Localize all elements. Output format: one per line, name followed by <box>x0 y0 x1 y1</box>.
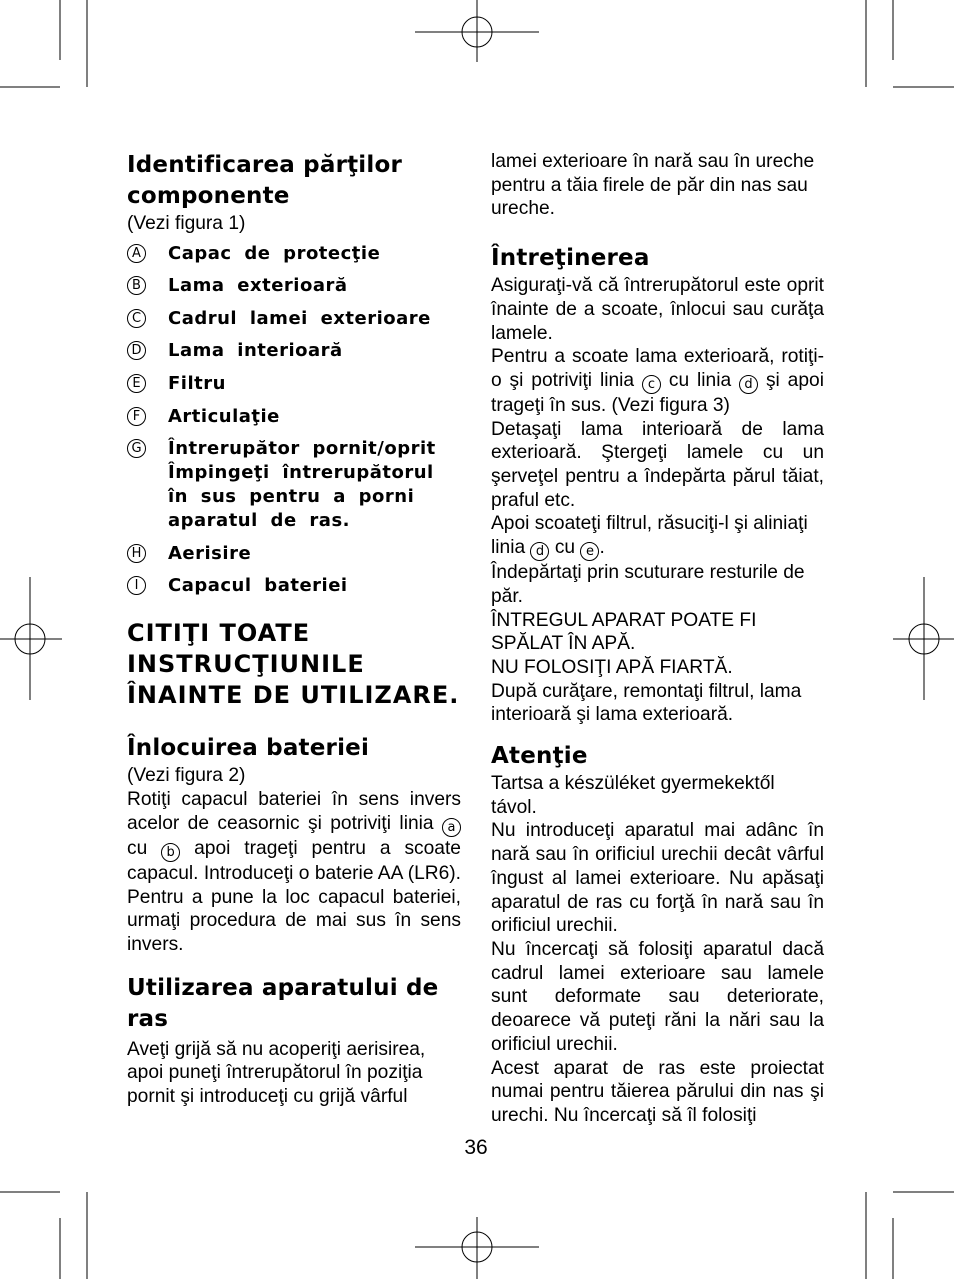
maintenance-para: NU FOLOSIŢI APĂ FIARTĂ. <box>491 656 733 678</box>
part-item <box>127 274 461 298</box>
line-marker-d: d <box>739 375 758 394</box>
parts-list <box>127 242 461 599</box>
part-label: Filtru <box>168 373 226 395</box>
line-marker-a: a <box>442 818 461 837</box>
part-label: Cadrul lamei exterioare <box>168 307 431 329</box>
maintenance-para: Apoi scoateţi filtrul, răsuciţi-l şi aliniaţi linia d cu e . <box>491 513 808 560</box>
part-letter: G <box>127 439 146 458</box>
part-letter: F <box>127 407 146 426</box>
battery-heading: Înlocuirea bateriei <box>127 735 370 762</box>
line-marker-c: c <box>642 375 661 394</box>
part-item <box>127 542 461 566</box>
part-label: Capac de protecţie <box>168 242 381 264</box>
part-letter: I <box>127 576 146 595</box>
maintenance-para: ÎNTREGUL APARAT POATE FI SPĂLAT ÎN APĂ. <box>491 609 757 655</box>
part-item <box>127 437 461 533</box>
left-column <box>127 150 461 1109</box>
part-item <box>127 372 461 396</box>
part-label: Capacul bateriei <box>168 575 348 597</box>
part-letter: C <box>127 309 146 328</box>
battery-instructions: Rotiţi capacul bateriei în sens invers acelor de ceasornic şi potriviţi linia a cu b apoi trageţi pentru a scoate capacul. Introduceţi o baterie AA (LR6). Pentru a pune la loc capacul bateriei, urmaţi procedura de mai sus în sens invers. <box>127 789 461 955</box>
registration-mark-bottom <box>415 1217 539 1279</box>
usage-text-continued: lamei exterioare în nară sau în ureche pentru a tăia firele de păr din nas sau ureche. <box>491 151 815 220</box>
part-letter: H <box>127 544 146 563</box>
maintenance-heading: Întreţinerea <box>491 245 650 272</box>
part-item <box>127 242 461 266</box>
read-instructions-warning: CITIŢI TOATE INSTRUCŢIUNILE ÎNAINTE DE UTILIZARE. <box>127 619 460 710</box>
part-item <box>127 339 461 363</box>
maintenance-para: Asiguraţi-vă că întrerupătorul este oprit înainte de a scoate, înlocui sau curăţa lamele. <box>491 275 824 344</box>
part-label: Lama interioară <box>168 340 343 362</box>
usage-heading: Utilizarea aparatului de ras <box>127 974 439 1032</box>
line-marker-d: d <box>530 542 549 561</box>
figure-2-note: (Vezi figura 2) <box>127 765 246 787</box>
part-letter: A <box>127 244 146 263</box>
maintenance-para: Îndepărtaţi prin scuturare resturile de păr. <box>491 562 805 607</box>
part-letter: E <box>127 374 146 393</box>
right-column <box>491 150 824 1128</box>
maintenance-para: Detaşaţi lama interioară de lama exterioară. Ştergeţi lamele cu un şerveţel pentru a îndepărta părul tăiat, praful etc. <box>491 418 824 511</box>
part-item <box>127 574 461 598</box>
registration-mark-top <box>415 0 539 62</box>
part-item <box>127 405 461 429</box>
caution-para: Tartsa a készüléket gyermekektől távol. <box>491 773 775 818</box>
page-number: 36 <box>464 1136 488 1159</box>
part-letter: B <box>127 276 146 295</box>
line-marker-b: b <box>161 843 180 862</box>
maintenance-para: Pentru a scoate lama exterioară, rotiţi-o şi potriviţi linia c cu linia d şi apoi trageţi în sus. (Vezi figura 3) <box>491 346 824 416</box>
caution-heading: Atenţie <box>491 743 588 770</box>
maintenance-para: După curăţare, remontaţi filtrul, lama interioară şi lama exterioară. <box>491 680 802 726</box>
part-label: Aerisire <box>168 542 252 564</box>
line-marker-e: e <box>580 542 599 561</box>
part-label: Articulaţie <box>168 405 280 427</box>
registration-mark-left <box>0 577 62 700</box>
part-item <box>127 307 461 331</box>
part-label: Întrerupător pornit/oprit Împingeţi întrerupătorul în sus pentru a porni aparatul de ras. <box>168 438 436 532</box>
part-letter: D <box>127 341 146 360</box>
usage-text: Aveţi grijă să nu acoperiţi aerisirea, apoi puneţi întrerupătorul în poziţia pornit şi introduceţi cu grijă vârful <box>127 1038 426 1108</box>
figure-1-note: (Vezi figura 1) <box>127 213 246 234</box>
registration-mark-right <box>893 577 954 700</box>
identification-heading: Identificarea părţilor componente <box>127 152 403 209</box>
caution-para: Nu introduceţi aparatul mai adânc în nară sau în orificiul urechii decât vârful îngust al lamei exterioare. Nu apăsaţi aparatul de ras cu forţă în nară sau în orificiul urechii. <box>491 820 824 937</box>
part-label: Lama exterioară <box>168 275 348 297</box>
caution-para: Nu încercaţi să folosiţi aparatul dacă cadrul lamei exterioare sau lamele sunt deformate sau deteriorate, deoarece vă puteţi răni la nări sau la orificiul urechii. <box>491 938 824 1055</box>
caution-para: Acest aparat de ras este proiectat numai pentru tăierea părului din nas şi urechi. Nu încercaţi să îl folosiţi <box>491 1057 824 1126</box>
